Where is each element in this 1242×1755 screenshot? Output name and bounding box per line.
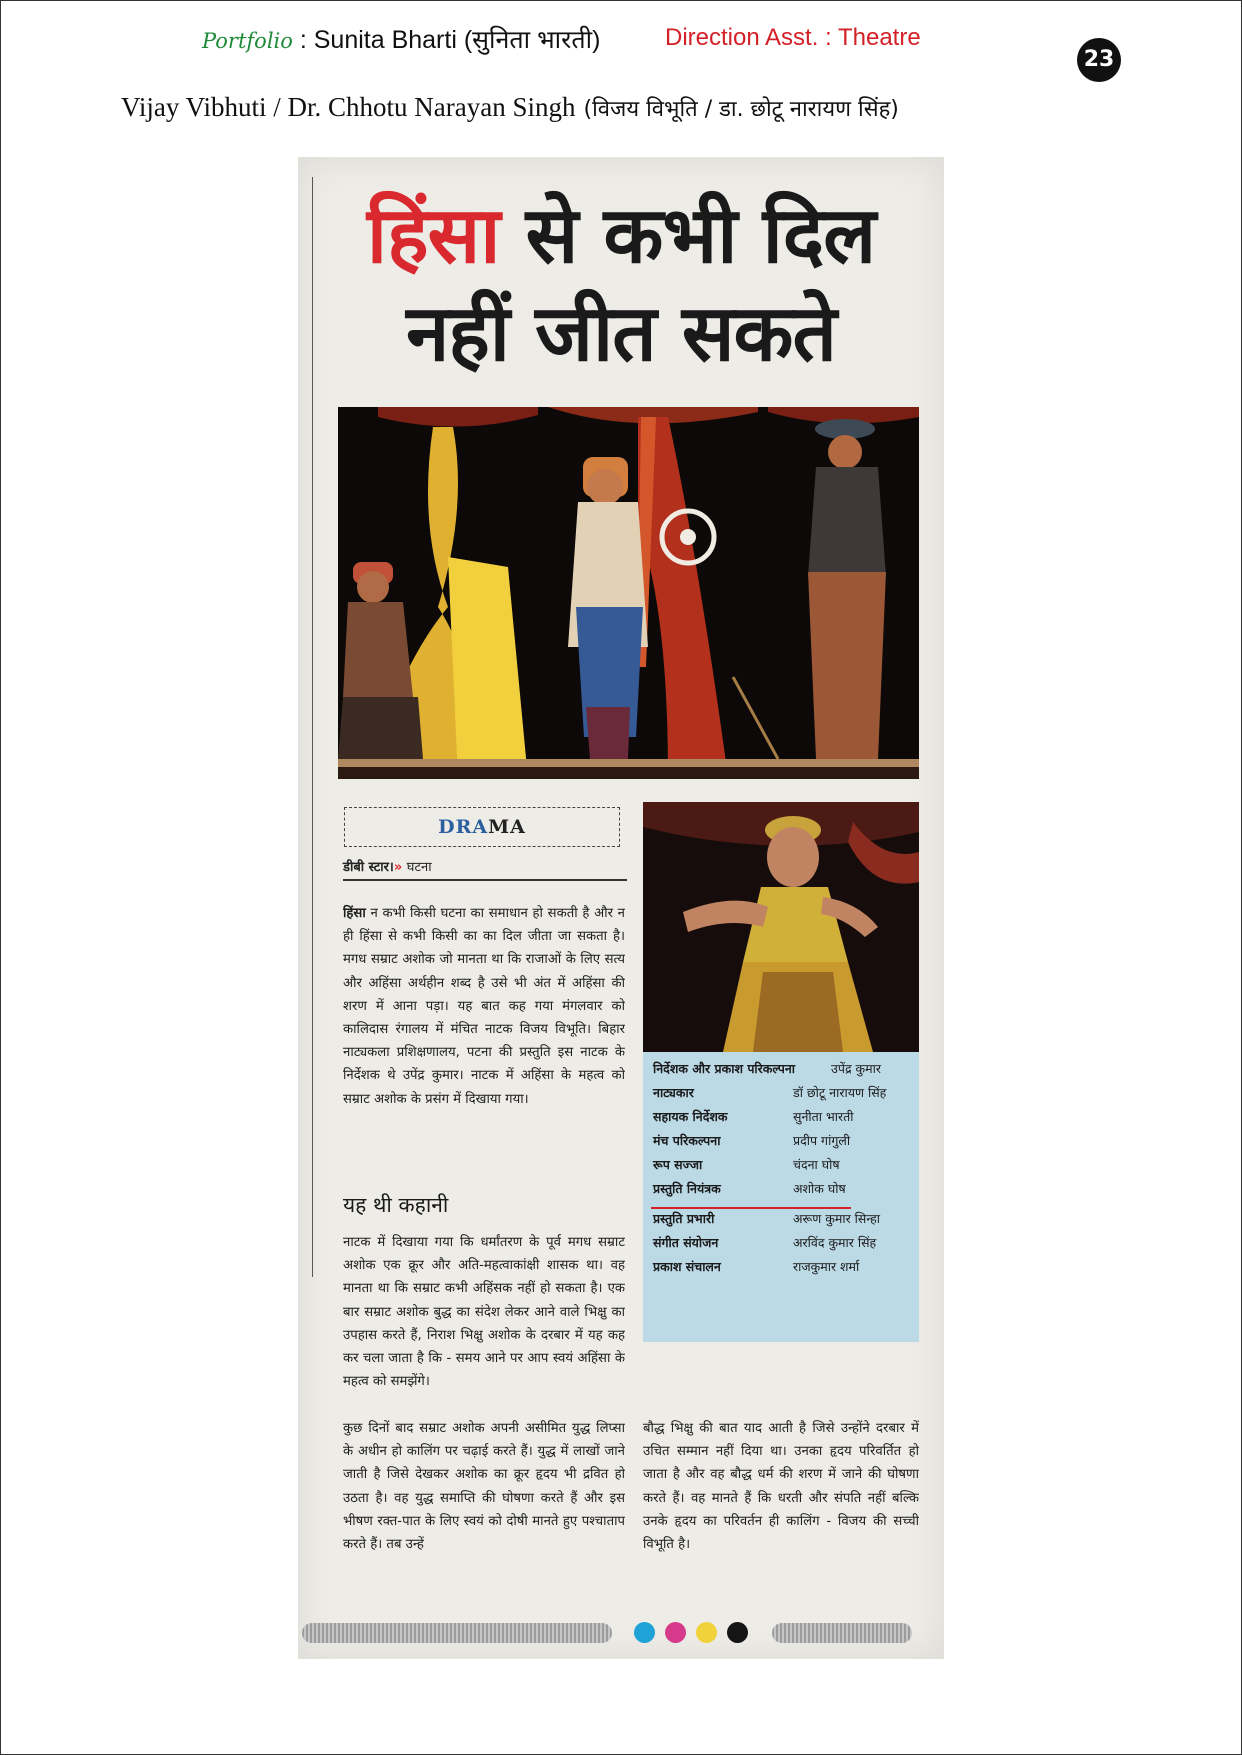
dancer-photo-illustration [643,802,919,1052]
credit-role: निर्देशक और प्रकाश परिकल्पना [653,1061,796,1076]
credit-name: चंदना घोष [793,1157,840,1172]
credit-name: सुनीता भारती [793,1109,854,1124]
registration-dot-black [727,1622,748,1643]
intro-text: न कभी किसी घटना का समाधान हो सकती है और न ही हिंसा से कभी किसी का का दिल जीता जा सकता है। मगध सम्राट अशोक जो मानता था कि राजाओं के लिए सत्य और अहिंसा अर्थहीन शब्द है उसे भी अंत में अहिंसा की शरण में आना पड़ा। यह बात कह गया मंगलवार को कालिदास रंगालय में मंचित नाटक विजय विभूति। बिहार नाट्यकला प्रशिक्षणालय, पटना की प्रस्तुति इस नाटक के निर्देशक थे उपेंद्र कुमार। नाटक में अहिंसा के महत्व को सम्राट अशोक के प्रसंग में दिखाया गया। [343,906,625,1107]
section-label-drama [344,807,620,847]
credit-role: संगीत संयोजन [653,1235,719,1250]
credit-name: राजकुमार शर्मा [793,1259,860,1274]
registration-dot-yellow [696,1622,717,1643]
byline-mark: » [393,860,403,875]
stage-photo-illustration [338,407,919,779]
registration-dot-magenta [665,1622,686,1643]
credit-row [653,1084,915,1106]
direction-role: Direction Asst. : Theatre [665,24,921,51]
credit-row [653,1180,915,1202]
intro-lead-word: हिंसा [343,906,366,921]
credit-row [653,1210,915,1232]
headline-highlight: हिंसा [366,191,500,281]
stage-photo [338,407,919,779]
credit-name: अरविंद कुमार सिंह [793,1235,877,1250]
credit-role: नाट्यकार [653,1085,694,1100]
credit-row [653,1132,915,1154]
credit-role: सहायक निर्देशक [653,1109,728,1124]
credit-row [653,1108,915,1130]
credit-row [653,1060,915,1082]
credit-row [653,1156,915,1178]
credit-row [653,1234,915,1256]
section-label-part-2: MA [488,816,526,838]
story-subheading: यह थी कहानी [343,1193,449,1217]
page-number-badge: 23 [1077,38,1121,82]
portfolio-name: Sunita Bharti (सुनिता भारती) [313,26,601,54]
section-label-part-1: DRA [438,816,489,838]
registration-dot-cyan [634,1622,655,1643]
footer-pattern-bar-left [302,1623,612,1643]
credit-role: प्रस्तुति नियंत्रक [653,1181,721,1196]
article-intro [343,902,625,1111]
play-title-hindi: (विजय विभूति / डा. छोटू नारायण सिंह) [583,97,899,122]
footer-pattern-bar-right [772,1623,912,1643]
play-title-line [121,92,899,123]
byline-rule [343,879,627,881]
byline-source: डीबी स्टार। [343,860,394,875]
story-paragraph-2: कुछ दिनों बाद सम्राट अशोक अपनी असीमित युद्ध लिप्सा के अधीन हो कालिंग पर चढ़ाई करते हैं। युद्ध में लाखों जाने जाती है जिसे देखकर अशोक का क्रूर हृदय भी द्रवित हो उठता है। वह युद्ध समाप्ति की घोषणा करते हैं और इस भीषण रक्त-पात के लिए स्वयं को दोषी मानते हुए पश्चाताप करते हैं। तब उन्हें [343,1421,625,1553]
story-paragraph-3: बौद्ध भिक्षु की बात याद आती है जिसे उन्होंने दरबार में उचित सम्मान नहीं दिया था। उनका हृदय परिवर्तित हो जाता है और वह बौद्ध धर्म की शरण में जाने की घोषणा करते हैं। वह मानते हैं कि धरती और संपति नहीं बल्कि उनके हृदय का परिवर्तन ही कालिंग - विजय की सच्ची विभूति है। [643,1421,919,1553]
credit-role: रूप सज्जा [653,1157,703,1172]
play-title: Vijay Vibhuti / Dr. Chhotu Narayan Singh [121,92,576,122]
story-paragraph-1: नाटक में दिखाया गया कि धर्मांतरण के पूर्व मगध सम्राट अशोक एक क्रूर और अति-महत्वाकांक्षी शासक था। वह मानता था कि सम्राट कभी अहिंसक नहीं हो सकता है। एक बार सम्राट अशोक बुद्ध का संदेश लेकर आने वाले भिक्षु का उपहास करते हैं, निराश भिक्षु अशोक के दरबार में यह कह कर चला जाता है कि - समय आने पर आप स्वयं अहिंसा के महत्व को समझेंगे। [343,1235,625,1390]
credit-name: डॉ छोटू नारायण सिंह [793,1085,887,1100]
credit-name: अरूण कुमार सिन्हा [793,1211,880,1226]
byline-place: घटना [406,860,432,875]
credit-role: मंच परिकल्पना [653,1133,721,1148]
dancer-photo [643,802,919,1052]
portfolio-separator: : [292,26,314,54]
credit-name: प्रदीप गांगुली [793,1133,851,1148]
credit-role: प्रकाश संचालन [653,1259,721,1274]
credit-name: अशोक घोष [793,1181,846,1196]
portfolio-label: Portfolio [202,29,293,53]
headline-line-1-rest: से कभी दिल [499,191,876,281]
credit-name: उपेंद्र कुमार [831,1061,881,1076]
byline [343,857,432,875]
headline-line-2: नहीं जीत सकते [406,289,836,379]
credit-row [653,1258,915,1280]
credits-box [643,1052,919,1342]
portfolio-header [202,22,600,62]
headline-line-1 [298,179,944,285]
credit-highlight-underline [651,1207,851,1209]
newspaper-clipping [298,157,944,1659]
credit-role: प्रस्तुति प्रभारी [653,1211,715,1226]
